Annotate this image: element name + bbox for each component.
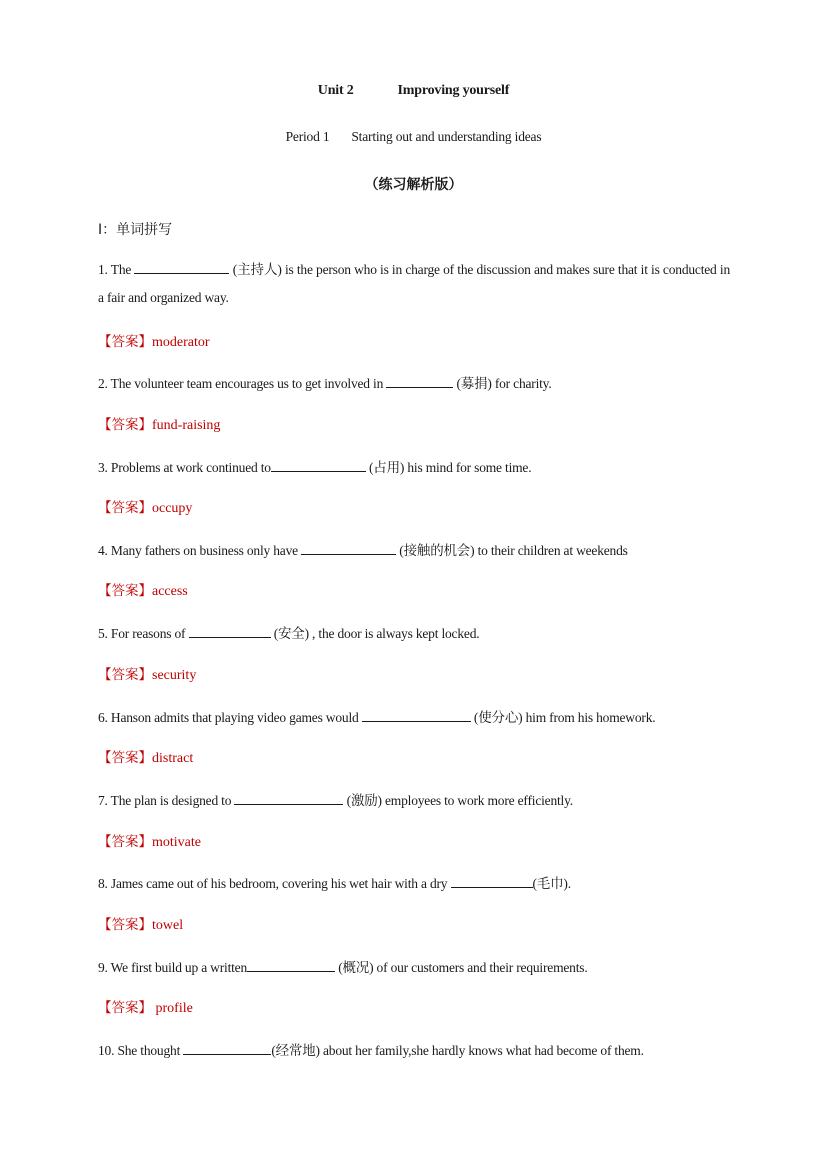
answer-blank xyxy=(301,542,396,555)
answer-1: 【答案】moderator xyxy=(98,334,210,350)
unit-title xyxy=(0,83,827,99)
period-heading xyxy=(0,129,827,145)
answer-7: 【答案】motivate xyxy=(98,834,201,850)
answer-2: 【答案】fund-raising xyxy=(98,417,221,433)
question-5: 5. For reasons of (安全) , the door is always kept locked. xyxy=(98,626,480,641)
question-4: 4. Many fathers on business only have (接触的机会) to their children at weekends xyxy=(98,543,628,558)
unit-name: Improving yourself xyxy=(397,83,510,98)
question-10: 10. She thought (经常地) about her family,she hardly knows what had become of them. xyxy=(98,1043,644,1058)
edition-label: （练习解析版） xyxy=(364,177,463,193)
section-title: I：单词拼写 xyxy=(98,222,173,238)
answer-blank xyxy=(134,261,229,274)
answer-blank xyxy=(247,959,335,972)
question-1: 1. The (主持人) is the person who is in charge of the discussion and makes sure that it is conducted in a fair and organized way. xyxy=(98,262,730,305)
answer-blank xyxy=(189,625,271,638)
period-number: Period 1 xyxy=(285,129,330,144)
period-title: Starting out and understanding ideas xyxy=(351,129,542,144)
answer-blank xyxy=(234,792,343,805)
question-2: 2. The volunteer team encourages us to get involved in (募捐) for charity. xyxy=(98,376,552,391)
unit-number: Unit 2 xyxy=(317,83,354,98)
answer-blank xyxy=(451,875,533,888)
answer-6: 【答案】distract xyxy=(98,750,194,766)
answer-5: 【答案】security xyxy=(98,667,197,683)
question-8: 8. James came out of his bedroom, covering his wet hair with a dry (毛巾). xyxy=(98,876,571,891)
question-3: 3. Problems at work continued to (占用) his mind for some time. xyxy=(98,460,532,475)
answer-4: 【答案】access xyxy=(98,583,188,599)
answer-8: 【答案】towel xyxy=(98,917,184,933)
answer-blank xyxy=(362,709,471,722)
answer-blank xyxy=(386,375,453,388)
question-9: 9. We first build up a written (概况) of our customers and their requirements. xyxy=(98,960,588,975)
answer-3: 【答案】occupy xyxy=(98,500,193,516)
answer-9: 【答案】 profile xyxy=(98,1000,193,1016)
question-6: 6. Hanson admits that playing video games would (使分心) him from his homework. xyxy=(98,710,656,725)
question-7: 7. The plan is designed to (激励) employees to work more efficiently. xyxy=(98,793,573,808)
answer-blank xyxy=(271,459,366,472)
answer-blank xyxy=(183,1042,271,1055)
